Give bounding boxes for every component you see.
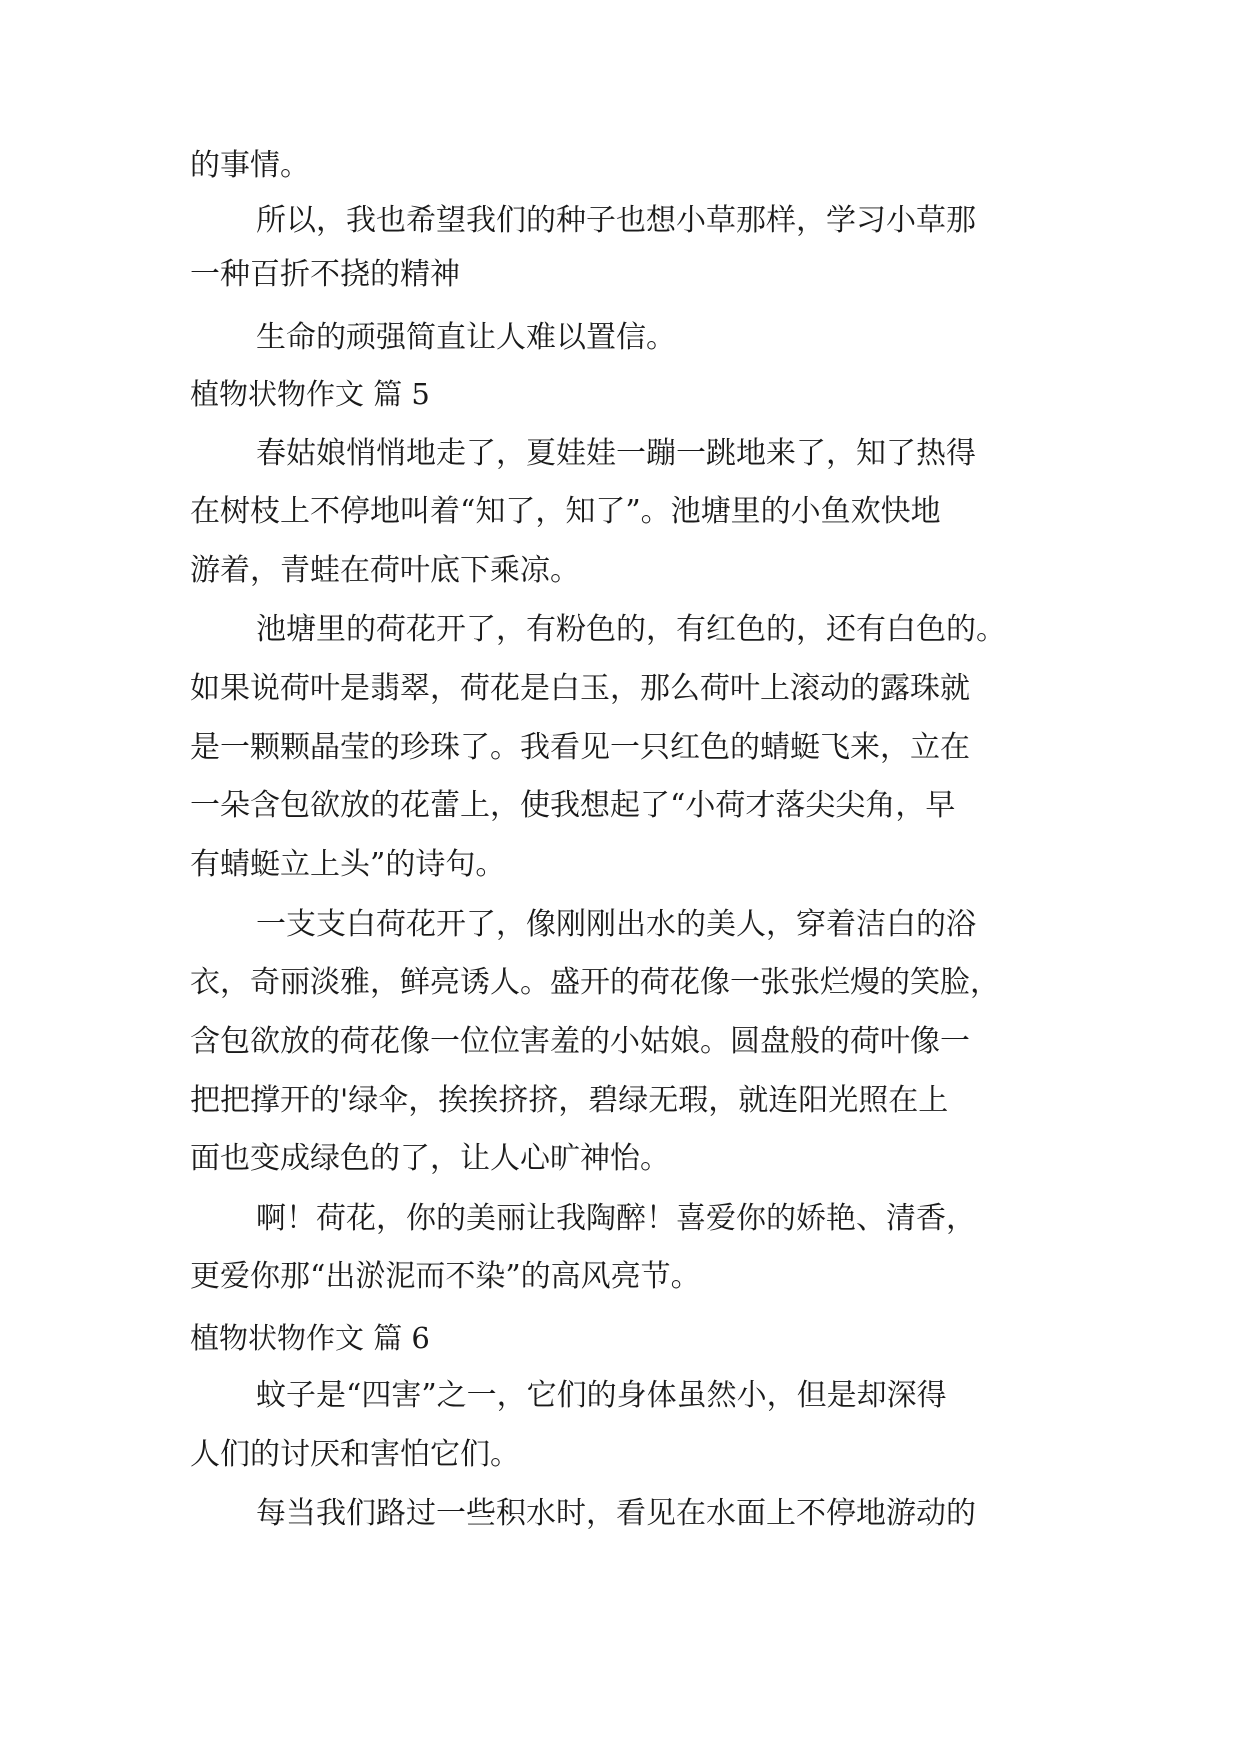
paragraph-first-line: 蚊子是“四害”之一，它们的身体虽然小，但是却深得	[256, 1378, 947, 1413]
paragraph-first-line: 啊！荷花，你的美丽让我陶醉！喜爱你的娇艳、清香，	[256, 1201, 976, 1236]
text-line: 更爱你那“出淤泥而不染”的高风亮节。	[190, 1259, 701, 1294]
text-line: 一朵含包欲放的花蕾上，使我想起了“小荷才落尖尖角，早	[190, 788, 956, 823]
text-line: 衣，奇丽淡雅，鲜亮诱人。盛开的荷花像一张张烂熳的笑脸，	[190, 965, 1000, 1000]
text-line: 人们的讨厌和害怕它们。	[190, 1437, 520, 1472]
text-line: 是一颗颗晶莹的珍珠了。我看见一只红色的蜻蜓飞来，立在	[190, 730, 970, 765]
text-line: 的事情。	[190, 148, 310, 183]
text-line: 如果说荷叶是翡翠，荷花是白玉，那么荷叶上滚动的露珠就	[190, 671, 970, 706]
paragraph-first-line: 生命的顽强简直让人难以置信。	[256, 320, 676, 355]
paragraph-first-line: 一支支白荷花开了，像刚刚出水的美人，穿着洁白的浴	[256, 907, 976, 942]
paragraph-first-line: 池塘里的荷花开了，有粉色的，有红色的，还有白色的。	[256, 612, 1006, 647]
paragraph-first-line: 每当我们路过一些积水时，看见在水面上不停地游动的	[256, 1496, 976, 1531]
text-line: 面也变成绿色的了，让人心旷神怡。	[190, 1141, 670, 1176]
text-line: 把把撑开的'绿伞，挨挨挤挤，碧绿无瑕，就连阳光照在上	[190, 1083, 949, 1118]
text-line: 含包欲放的荷花像一位位害羞的小姑娘。圆盘般的荷叶像一	[190, 1024, 970, 1059]
section-heading-6: 植物状物作文 篇 6	[190, 1321, 430, 1355]
paragraph-first-line: 春姑娘悄悄地走了，夏娃娃一蹦一跳地来了，知了热得	[256, 436, 976, 471]
section-heading-5: 植物状物作文 篇 5	[190, 377, 430, 411]
text-line: 一种百折不挠的精神	[190, 257, 460, 292]
paragraph-first-line: 所以，我也希望我们的种子也想小草那样，学习小草那	[256, 203, 976, 238]
text-line: 游着，青蛙在荷叶底下乘凉。	[190, 553, 580, 588]
text-line: 有蜻蜓立上头”的诗句。	[190, 847, 506, 882]
text-line: 在树枝上不停地叫着“知了，知了”。池塘里的小鱼欢快地	[190, 494, 941, 529]
